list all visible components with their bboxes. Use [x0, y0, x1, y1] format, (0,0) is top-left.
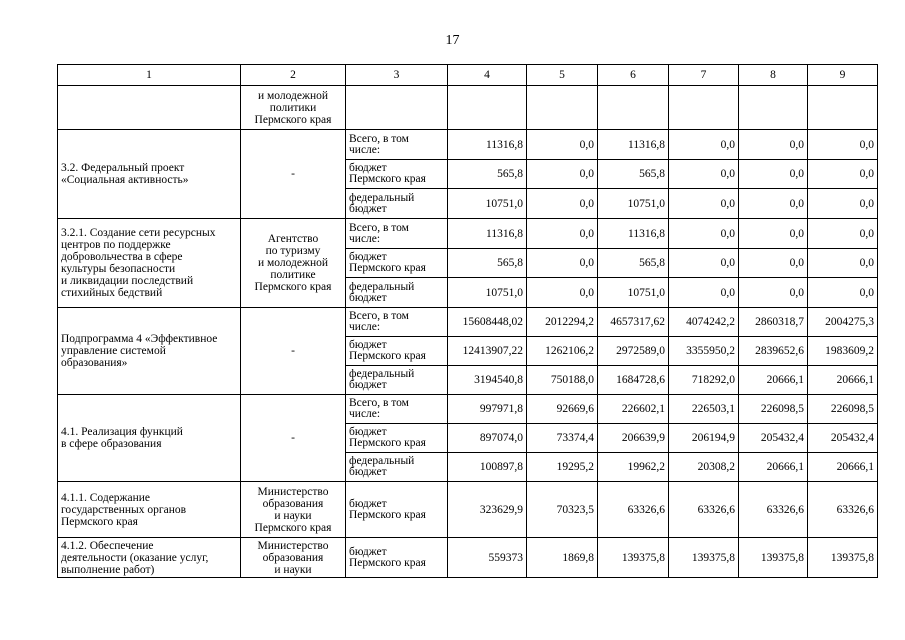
value-cell: 226098,5: [808, 395, 878, 424]
source-cell: федеральный бюджет: [346, 366, 448, 395]
section-name-cell: 4.1.1. Содержание государственных органов Пермского края: [58, 482, 241, 538]
value-cell: 10751,0: [448, 189, 527, 219]
column-header: 8: [739, 65, 808, 86]
value-cell: 0,0: [527, 278, 598, 308]
value-cell: 226098,5: [739, 395, 808, 424]
value-cell: 206194,9: [669, 424, 739, 453]
value-cell: 226503,1: [669, 395, 739, 424]
value-cell: [448, 86, 527, 130]
value-cell: [598, 86, 669, 130]
value-cell: 0,0: [739, 160, 808, 189]
section-name-cell: [58, 86, 241, 130]
column-header: 9: [808, 65, 878, 86]
source-cell: Всего, в том числе:: [346, 308, 448, 337]
section-name-cell: Подпрограмма 4 «Эффективное управление системой образования»: [58, 308, 241, 395]
value-cell: 565,8: [448, 249, 527, 278]
value-cell: 0,0: [527, 249, 598, 278]
value-cell: 0,0: [669, 278, 739, 308]
value-cell: 718292,0: [669, 366, 739, 395]
budget-table: [57, 64, 878, 578]
column-header: 2: [241, 65, 346, 86]
source-cell: бюджет Пермского края: [346, 538, 448, 578]
value-cell: 100897,8: [448, 453, 527, 482]
value-cell: 4657317,62: [598, 308, 669, 337]
value-cell: 1983609,2: [808, 337, 878, 366]
value-cell: 1684728,6: [598, 366, 669, 395]
section-name-cell: 4.1.2. Обеспечение деятельности (оказание услуг, выполнение работ): [58, 538, 241, 578]
value-cell: 205432,4: [808, 424, 878, 453]
table-row: [58, 482, 878, 538]
value-cell: 139375,8: [598, 538, 669, 578]
value-cell: 559373: [448, 538, 527, 578]
column-header: 3: [346, 65, 448, 86]
value-cell: 0,0: [808, 130, 878, 160]
value-cell: 139375,8: [669, 538, 739, 578]
table-row: [58, 308, 878, 337]
value-cell: 12413907,22: [448, 337, 527, 366]
table-row: [58, 395, 878, 424]
value-cell: 0,0: [527, 130, 598, 160]
value-cell: 63326,6: [808, 482, 878, 538]
value-cell: 0,0: [739, 130, 808, 160]
value-cell: 73374,4: [527, 424, 598, 453]
value-cell: 226602,1: [598, 395, 669, 424]
value-cell: 4074242,2: [669, 308, 739, 337]
value-cell: 15608448,02: [448, 308, 527, 337]
source-cell: федеральный бюджет: [346, 189, 448, 219]
source-cell: бюджет Пермского края: [346, 249, 448, 278]
value-cell: 92669,6: [527, 395, 598, 424]
value-cell: 0,0: [808, 219, 878, 249]
value-cell: 0,0: [527, 160, 598, 189]
value-cell: [527, 86, 598, 130]
value-cell: 206639,9: [598, 424, 669, 453]
source-cell: федеральный бюджет: [346, 278, 448, 308]
value-cell: 0,0: [669, 249, 739, 278]
value-cell: 3194540,8: [448, 366, 527, 395]
value-cell: 897074,0: [448, 424, 527, 453]
value-cell: 0,0: [808, 189, 878, 219]
value-cell: 0,0: [669, 130, 739, 160]
continuation-row: [58, 86, 878, 130]
column-header: 4: [448, 65, 527, 86]
column-header: 6: [598, 65, 669, 86]
value-cell: 0,0: [739, 189, 808, 219]
value-cell: 2839652,6: [739, 337, 808, 366]
value-cell: 750188,0: [527, 366, 598, 395]
value-cell: 0,0: [739, 219, 808, 249]
executor-cell: Министерство образования и науки Пермского края: [241, 482, 346, 538]
value-cell: 0,0: [739, 278, 808, 308]
value-cell: 11316,8: [448, 219, 527, 249]
value-cell: 565,8: [448, 160, 527, 189]
executor-cell: и молодежной политики Пермского края: [241, 86, 346, 130]
value-cell: [739, 86, 808, 130]
value-cell: 2012294,2: [527, 308, 598, 337]
section-name-cell: 4.1. Реализация функций в сфере образования: [58, 395, 241, 482]
source-cell: бюджет Пермского края: [346, 160, 448, 189]
value-cell: 20666,1: [739, 366, 808, 395]
value-cell: 0,0: [808, 278, 878, 308]
source-cell: Всего, в том числе:: [346, 219, 448, 249]
value-cell: 19295,2: [527, 453, 598, 482]
source-cell: бюджет Пермского края: [346, 337, 448, 366]
executor-cell: -: [241, 130, 346, 219]
value-cell: 0,0: [808, 249, 878, 278]
table-row: [58, 219, 878, 249]
source-cell: Всего, в том числе:: [346, 130, 448, 160]
value-cell: 11316,8: [598, 130, 669, 160]
value-cell: 2860318,7: [739, 308, 808, 337]
source-cell: Всего, в том числе:: [346, 395, 448, 424]
column-header: 5: [527, 65, 598, 86]
value-cell: 1869,8: [527, 538, 598, 578]
value-cell: 0,0: [669, 189, 739, 219]
value-cell: 205432,4: [739, 424, 808, 453]
value-cell: 20308,2: [669, 453, 739, 482]
value-cell: 323629,9: [448, 482, 527, 538]
value-cell: 11316,8: [448, 130, 527, 160]
value-cell: 565,8: [598, 160, 669, 189]
section-name-cell: 3.2.1. Создание сети ресурсных центров по поддержке добровольчества в сфере культуры безопасности и ликвидации последствий стихийных бедствий: [58, 219, 241, 308]
source-cell: бюджет Пермского края: [346, 424, 448, 453]
value-cell: 1262106,2: [527, 337, 598, 366]
value-cell: 19962,2: [598, 453, 669, 482]
executor-cell: -: [241, 395, 346, 482]
section-name-cell: 3.2. Федеральный проект «Социальная активность»: [58, 130, 241, 219]
value-cell: 10751,0: [598, 189, 669, 219]
value-cell: 20666,1: [739, 453, 808, 482]
value-cell: [669, 86, 739, 130]
value-cell: 0,0: [808, 160, 878, 189]
value-cell: 0,0: [669, 160, 739, 189]
value-cell: 20666,1: [808, 453, 878, 482]
page-number: 17: [445, 33, 460, 48]
value-cell: 139375,8: [739, 538, 808, 578]
value-cell: 2972589,0: [598, 337, 669, 366]
source-cell: [346, 86, 448, 130]
source-cell: федеральный бюджет: [346, 453, 448, 482]
value-cell: [808, 86, 878, 130]
value-cell: 70323,5: [527, 482, 598, 538]
value-cell: 997971,8: [448, 395, 527, 424]
value-cell: 139375,8: [808, 538, 878, 578]
executor-cell: -: [241, 308, 346, 395]
value-cell: 565,8: [598, 249, 669, 278]
executor-cell: Агентство по туризму и молодежной политике Пермского края: [241, 219, 346, 308]
value-cell: 0,0: [527, 189, 598, 219]
value-cell: 0,0: [739, 249, 808, 278]
column-header: 7: [669, 65, 739, 86]
value-cell: 3355950,2: [669, 337, 739, 366]
table-row: [58, 538, 878, 578]
value-cell: 2004275,3: [808, 308, 878, 337]
value-cell: 0,0: [527, 219, 598, 249]
value-cell: 10751,0: [448, 278, 527, 308]
source-cell: бюджет Пермского края: [346, 482, 448, 538]
column-header: 1: [58, 65, 241, 86]
executor-cell: Министерство образования и науки: [241, 538, 346, 578]
value-cell: 0,0: [669, 219, 739, 249]
value-cell: 63326,6: [598, 482, 669, 538]
table-row: [58, 130, 878, 160]
value-cell: 63326,6: [739, 482, 808, 538]
value-cell: 63326,6: [669, 482, 739, 538]
value-cell: 20666,1: [808, 366, 878, 395]
value-cell: 10751,0: [598, 278, 669, 308]
header-row: [58, 65, 878, 86]
value-cell: 11316,8: [598, 219, 669, 249]
